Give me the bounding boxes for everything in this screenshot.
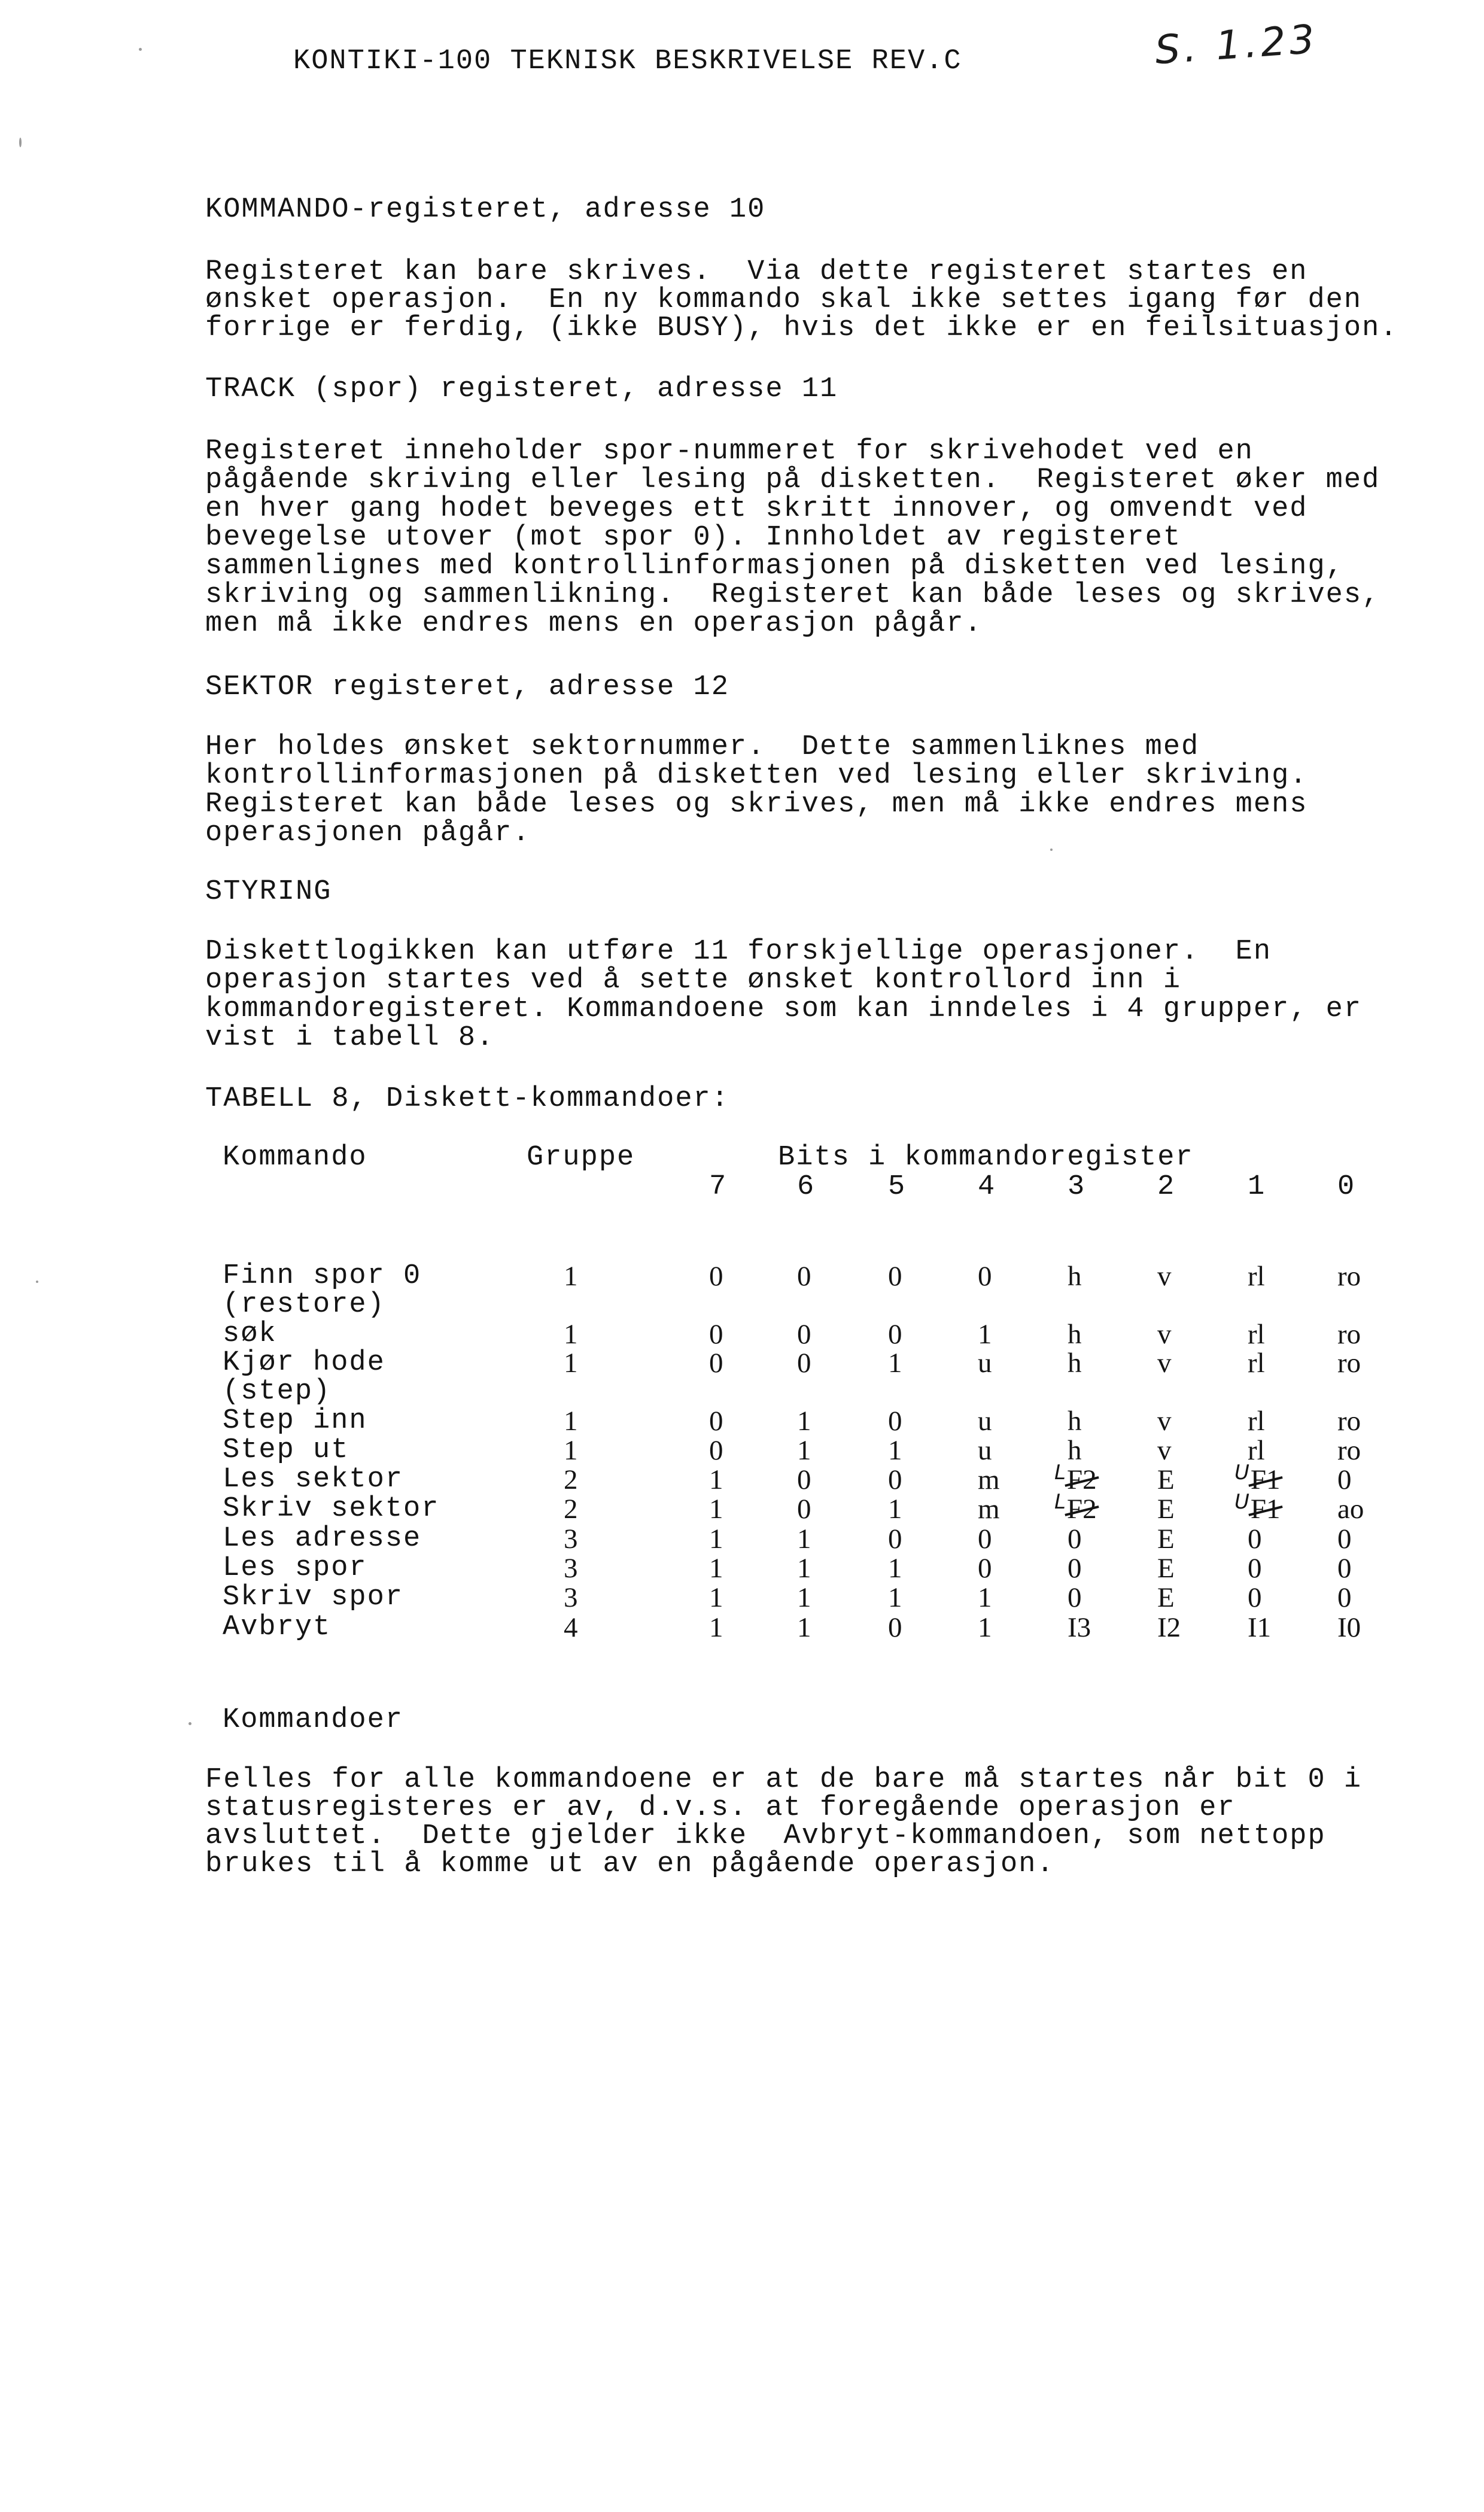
bit-cell: 1 xyxy=(888,1553,902,1584)
command-name: (step) xyxy=(223,1376,332,1407)
bit-cell: 1 xyxy=(797,1612,811,1643)
bit-cell: v xyxy=(1157,1319,1172,1350)
bit-cell: I0 xyxy=(1337,1612,1361,1643)
command-name: Step inn xyxy=(223,1405,367,1437)
bit-cell: 0 xyxy=(978,1523,992,1555)
bit-cell: 0 xyxy=(1337,1523,1352,1555)
bit-cell: 1 xyxy=(978,1319,992,1350)
bit-cell: h xyxy=(1068,1406,1082,1437)
handwritten-page-number: S. 1.23 xyxy=(1153,16,1320,74)
struck-bit-value: F1 xyxy=(1250,1494,1281,1525)
bit-cell-struck xyxy=(1234,1490,1281,1525)
scan-speck xyxy=(139,48,142,51)
handwritten-mark: U xyxy=(1234,1490,1249,1514)
paragraph-line: avsluttet. Dette gjelder ikke Avbryt-kommandoen, som nettopp xyxy=(205,1820,1326,1852)
paragraph-line: statusregisteres er av, d.v.s. at foregående operasjon er xyxy=(205,1792,1236,1824)
command-name: Skriv sektor xyxy=(223,1493,440,1525)
bit-cell: 0 xyxy=(1068,1582,1082,1613)
bit-cell: 0 xyxy=(1248,1582,1262,1613)
bit-cell: 0 xyxy=(888,1523,902,1555)
bit-cell: 0 xyxy=(1248,1553,1262,1584)
command-group: 2 xyxy=(564,1464,578,1495)
paragraph-line: skriving og sammenlikning. Registeret kan både leses og skrives, xyxy=(205,579,1380,611)
command-name: Les spor xyxy=(223,1552,367,1584)
bit-cell: ro xyxy=(1337,1261,1361,1292)
bit-cell: I1 xyxy=(1248,1612,1272,1643)
paragraph-line: bevegelse utover (mot spor 0). Innholdet av registeret xyxy=(205,522,1182,554)
command-group: 3 xyxy=(564,1582,578,1613)
column-header-bits: Bits i kommandoregister xyxy=(778,1142,1194,1173)
handwritten-mark: L xyxy=(1054,1490,1066,1514)
bit-cell: E xyxy=(1157,1523,1175,1555)
table-title: TABELL 8, Diskett-kommandoer: xyxy=(205,1083,729,1115)
handwritten-mark: L xyxy=(1054,1461,1066,1485)
bit-label: 4 xyxy=(978,1171,996,1203)
bit-cell: v xyxy=(1157,1406,1172,1437)
bit-cell: 0 xyxy=(797,1348,811,1379)
bit-cell: ao xyxy=(1337,1494,1364,1525)
bit-cell: rl xyxy=(1248,1348,1265,1379)
paragraph-line: Registeret kan bare skrives. Via dette registeret startes en xyxy=(205,256,1308,288)
bit-cell: 0 xyxy=(1337,1553,1352,1584)
bit-cell: u xyxy=(978,1435,992,1466)
bit-cell: E xyxy=(1157,1464,1175,1495)
bit-cell: m xyxy=(978,1494,1000,1525)
bit-cell: h xyxy=(1068,1348,1082,1379)
bit-cell: ro xyxy=(1337,1319,1361,1350)
paragraph-line: en hver gang hodet beveges ett skritt innover, og omvendt ved xyxy=(205,493,1308,525)
command-name: søk xyxy=(223,1318,277,1350)
bit-cell-struck xyxy=(1054,1490,1097,1525)
bit-cell: 0 xyxy=(888,1319,902,1350)
paragraph-line: operasjon startes ved å sette ønsket kontrollord inn i xyxy=(205,965,1182,996)
command-name: Avbryt xyxy=(223,1611,332,1643)
bit-cell: 0 xyxy=(709,1435,723,1466)
bit-cell: 1 xyxy=(709,1582,723,1613)
command-group: 1 xyxy=(564,1406,578,1437)
paragraph-line: Registeret inneholder spor-nummeret for skrivehodet ved en xyxy=(205,436,1254,467)
bit-cell: E xyxy=(1157,1494,1175,1525)
section-heading-styring: STYRING xyxy=(205,876,332,908)
command-name: (restore) xyxy=(223,1289,385,1321)
bit-cell: 0 xyxy=(797,1261,811,1292)
bit-cell: rl xyxy=(1248,1319,1265,1350)
section-heading-kommando: KOMMANDO-registeret, adresse 10 xyxy=(205,194,766,226)
command-group: 3 xyxy=(564,1553,578,1584)
command-group: 1 xyxy=(564,1348,578,1379)
bit-cell: rl xyxy=(1248,1435,1265,1466)
bit-cell: 0 xyxy=(709,1261,723,1292)
bit-cell: u xyxy=(978,1348,992,1379)
paragraph-line: forrige er ferdig, (ikke BUSY), hvis det ikke er en feilsituasjon. xyxy=(205,312,1398,344)
bit-cell: 0 xyxy=(797,1319,811,1350)
bit-cell: I2 xyxy=(1157,1612,1181,1643)
bit-cell: 0 xyxy=(709,1348,723,1379)
scan-speck xyxy=(19,138,22,147)
paragraph-line: brukes til å komme ut av en pågående operasjon. xyxy=(205,1848,1055,1880)
bit-cell: rl xyxy=(1248,1406,1265,1437)
page-header-title: KONTIKI-100 TEKNISK BESKRIVELSE REV.C xyxy=(293,45,962,77)
bit-cell: E xyxy=(1157,1553,1175,1584)
footer-heading: Kommandoer xyxy=(223,1704,404,1736)
handwritten-mark: U xyxy=(1234,1461,1249,1485)
command-name: Kjør hode xyxy=(223,1347,385,1379)
command-group: 2 xyxy=(564,1494,578,1525)
paragraph-line: ønsket operasjon. En ny kommando skal ikke settes igang før den xyxy=(205,284,1363,316)
command-group: 3 xyxy=(564,1523,578,1555)
bit-cell: 0 xyxy=(1337,1582,1352,1613)
bit-cell: 1 xyxy=(978,1612,992,1643)
command-group: 1 xyxy=(564,1319,578,1350)
bit-cell: 0 xyxy=(709,1406,723,1437)
column-header-gruppe: Gruppe xyxy=(527,1142,635,1173)
paragraph-line: vist i tabell 8. xyxy=(205,1022,495,1054)
bit-cell: 0 xyxy=(888,1464,902,1495)
bit-cell: 1 xyxy=(797,1523,811,1555)
bit-cell: 0 xyxy=(797,1464,811,1495)
bit-cell: 0 xyxy=(888,1261,902,1292)
bit-cell: 1 xyxy=(709,1494,723,1525)
scan-speck xyxy=(1050,849,1053,851)
bit-label: 5 xyxy=(888,1171,907,1203)
command-name: Les sektor xyxy=(223,1464,404,1495)
bit-cell: 1 xyxy=(797,1553,811,1584)
bit-label: 1 xyxy=(1248,1171,1266,1203)
command-name: Skriv spor xyxy=(223,1582,404,1613)
bit-cell: E xyxy=(1157,1582,1175,1613)
struck-bit-value: F1 xyxy=(1250,1464,1281,1495)
command-name: Les adresse xyxy=(223,1523,422,1555)
bit-label: 2 xyxy=(1157,1171,1176,1203)
bit-cell: 0 xyxy=(1337,1464,1352,1495)
bit-cell: h xyxy=(1068,1435,1082,1466)
bit-cell: v xyxy=(1157,1348,1172,1379)
bit-cell: 1 xyxy=(797,1582,811,1613)
command-group: 4 xyxy=(564,1612,578,1643)
bit-cell: ro xyxy=(1337,1406,1361,1437)
paragraph-line: Her holdes ønsket sektornummer. Dette sammenliknes med xyxy=(205,731,1200,763)
paragraph-line: operasjonen pågår. xyxy=(205,817,531,849)
bit-cell: 0 xyxy=(1068,1523,1082,1555)
bit-cell: m xyxy=(978,1464,1000,1495)
bit-cell: 1 xyxy=(978,1582,992,1613)
bit-cell: 0 xyxy=(888,1612,902,1643)
paragraph-line: men må ikke endres mens en operasjon pågår. xyxy=(205,608,983,640)
bit-cell: ro xyxy=(1337,1435,1361,1466)
column-header-kommando: Kommando xyxy=(223,1142,367,1173)
paragraph-line: Diskettlogikken kan utføre 11 forskjellige operasjoner. En xyxy=(205,936,1272,968)
bit-cell: 0 xyxy=(797,1494,811,1525)
struck-bit-value: F2 xyxy=(1066,1494,1097,1525)
bit-cell: 1 xyxy=(709,1464,723,1495)
bit-cell: ro xyxy=(1337,1348,1361,1379)
bit-cell: 1 xyxy=(888,1435,902,1466)
bit-cell: 1 xyxy=(709,1523,723,1555)
bit-label: 7 xyxy=(709,1171,728,1203)
command-group: 1 xyxy=(564,1261,578,1292)
bit-cell: 0 xyxy=(709,1319,723,1350)
command-name: Step ut xyxy=(223,1434,349,1466)
bit-cell: rl xyxy=(1248,1261,1265,1292)
bit-cell: 1 xyxy=(888,1494,902,1525)
bit-cell: 0 xyxy=(1248,1523,1262,1555)
scan-speck xyxy=(188,1722,191,1725)
paragraph-line: sammenlignes med kontrollinformasjonen på disketten ved lesing, xyxy=(205,551,1344,582)
bit-cell: v xyxy=(1157,1435,1172,1466)
bit-label: 0 xyxy=(1337,1171,1356,1203)
bit-label: 6 xyxy=(797,1171,816,1203)
scan-speck xyxy=(36,1281,38,1283)
bit-cell: 0 xyxy=(888,1406,902,1437)
bit-cell: 1 xyxy=(888,1582,902,1613)
bit-cell: v xyxy=(1157,1261,1172,1292)
bit-cell: 1 xyxy=(797,1406,811,1437)
struck-bit-value: F2 xyxy=(1066,1464,1097,1495)
paragraph-line: kontrollinformasjonen på disketten ved lesing eller skriving. xyxy=(205,760,1308,792)
paragraph-line: pågående skriving eller lesing på disketten. Registeret øker med xyxy=(205,464,1380,496)
bit-cell: 0 xyxy=(978,1261,992,1292)
bit-cell: 1 xyxy=(888,1348,902,1379)
bit-cell: 1 xyxy=(797,1435,811,1466)
paragraph-line: kommandoregisteret. Kommandoene som kan inndeles i 4 grupper, er xyxy=(205,993,1363,1025)
section-heading-sektor: SEKTOR registeret, adresse 12 xyxy=(205,671,729,703)
bit-cell: 0 xyxy=(978,1553,992,1584)
command-name: Finn spor 0 xyxy=(223,1260,422,1292)
bit-cell: 1 xyxy=(709,1612,723,1643)
bit-cell: 1 xyxy=(709,1553,723,1584)
bit-cell: h xyxy=(1068,1319,1082,1350)
section-heading-track: TRACK (spor) registeret, adresse 11 xyxy=(205,373,838,405)
bit-cell: I3 xyxy=(1068,1612,1091,1643)
paragraph-line: Registeret kan både leses og skrives, men må ikke endres mens xyxy=(205,789,1308,820)
paragraph-line: Felles for alle kommandoene er at de bare må startes når bit 0 i xyxy=(205,1764,1363,1796)
command-group: 1 xyxy=(564,1435,578,1466)
bit-cell: h xyxy=(1068,1261,1082,1292)
bit-label: 3 xyxy=(1068,1171,1086,1203)
bit-cell: u xyxy=(978,1406,992,1437)
bit-cell: 0 xyxy=(1068,1553,1082,1584)
